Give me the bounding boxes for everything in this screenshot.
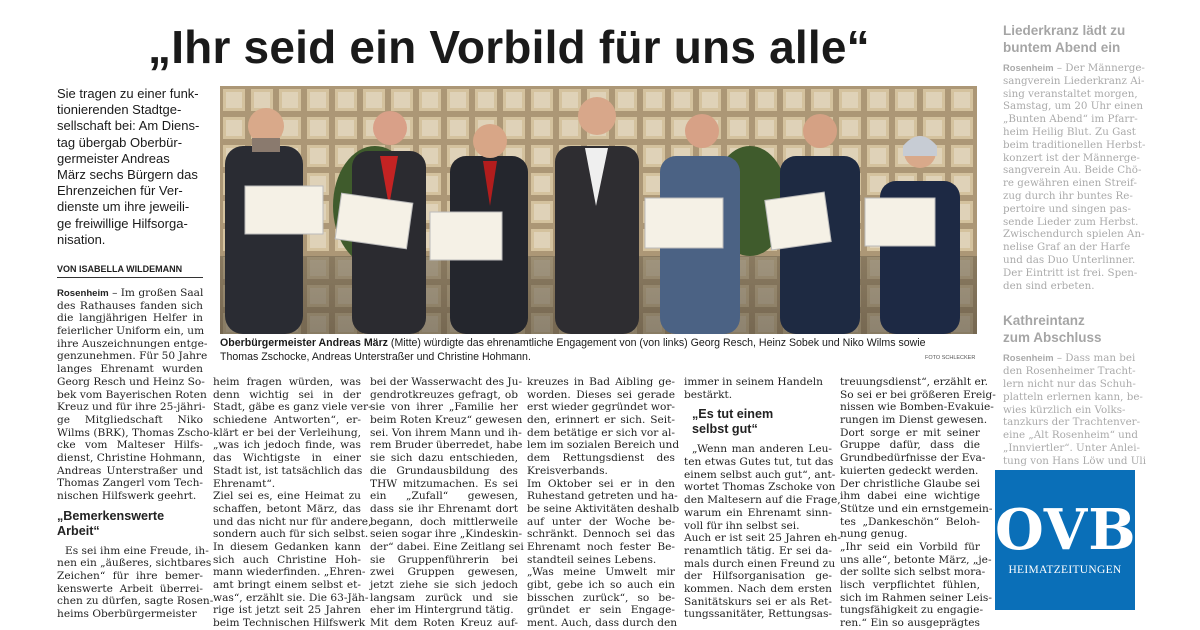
headline: „Ihr seid ein Vorbild für uns alle“ — [148, 21, 870, 73]
text-line: konzert ist der Männerge- — [1003, 151, 1140, 164]
text-line: zwei Gruppen gewesen, — [370, 566, 518, 579]
text-line: beim traditionellen Herbst- — [1003, 138, 1146, 151]
text-line: nen ein „äußeres, sichtbares — [57, 557, 212, 570]
text-line: Georg Resch und Heinz So- — [57, 375, 205, 388]
text-line: gibt, gebe ich so auch ein — [527, 579, 675, 591]
text-line: dass sie ihr Ehrenamt dort — [370, 502, 518, 515]
text-line: den, erinnert er sich. Seit- — [527, 414, 675, 427]
text-line: rige ist jetzt seit 25 Jahren — [213, 604, 361, 617]
text-line: Kreisverbands. — [527, 464, 608, 477]
text-line: Sanitätskurs sei er als Ret- — [684, 595, 832, 608]
text-fragment: – Der Männerge- — [1053, 62, 1145, 74]
teaser-line: tionierenden Stadtge- — [57, 102, 182, 118]
text-line: ten etwas Gutes tut, tut das — [684, 456, 834, 469]
article-column-5 — [684, 376, 841, 621]
text-line: Ziel sei es, eine Heimat zu — [213, 490, 361, 503]
text-line: Dort sorge er mit seiner — [840, 426, 980, 439]
text-line: Kreuz und für ihre 25-jähri- — [57, 401, 206, 414]
text-line: voll für ihn selbst sei. — [684, 519, 800, 532]
text-line: jetzt ziehe sie sich jedoch — [370, 579, 518, 591]
text-line: Ehrenamt“. — [213, 477, 276, 490]
text-line: warum ein Ehrenamt sinn- — [684, 506, 832, 519]
text-line: „Wenn man anderen Leu- — [692, 443, 832, 456]
subheading: Arbeit“ — [57, 523, 100, 538]
text-line: Auch er ist seit 25 Jahren eh- — [684, 532, 841, 545]
text-line: kenswerte Arbeit überrei- — [57, 582, 203, 595]
text-line: standteil seines Lebens. — [527, 553, 657, 566]
caption-bold: Oberbürgermeister Andreas März — [220, 337, 388, 349]
text-line: den Rosenheimer Tracht- — [1003, 365, 1136, 378]
caption-line2: Thomas Zschocke, Andreas Unterstraßer und Christine Hohmann. — [220, 350, 531, 363]
text-line: THW mitzumachen. Es sei — [370, 477, 518, 490]
text-line: bestärkt. — [684, 388, 733, 401]
text-line: dem Rettungsdienst des — [527, 452, 675, 465]
text-line: „Was meine Umwelt mir — [527, 566, 675, 579]
text-fragment: – Im großen Saal — [108, 287, 204, 299]
text-line: der Hilfsorganisation ge- — [684, 570, 832, 583]
text-line: pertoire und singen pas- — [1003, 202, 1131, 215]
text-line: cke vom Malteser Hilfs- — [57, 439, 203, 452]
text-line: sangverein Au. Beide Chö- — [1003, 164, 1142, 177]
text-line: sei. Von ihrem Mann und ih- — [370, 426, 522, 439]
text-line: schränkt. Dennoch sei das — [527, 528, 675, 541]
text-line: „Bunten Abend“ im Pfarr- — [1003, 113, 1138, 126]
text-line: tes „Dankeschön“ Beloh- — [840, 515, 980, 528]
subheading: selbst gut“ — [692, 422, 758, 437]
teaser-line: Ehrenzeichen für Ver- — [57, 183, 183, 199]
teaser-line: Sie tragen zu einer funk- — [57, 86, 199, 101]
text-line: heims Oberbürgermeister — [57, 608, 197, 621]
text-line: gründet er sein Engage- — [527, 604, 675, 617]
text-line: Samstag, um 20 Uhr einen — [1003, 100, 1143, 113]
text-line: bei der Wasserwacht des Ju- — [370, 376, 523, 388]
text-line: sich auch Christine Hoh- — [213, 553, 361, 566]
text-line: lern nicht nur das Schuh- — [1003, 377, 1136, 390]
text-line: Ehrenamt noch fester Be- — [527, 540, 675, 553]
ovb-logo[interactable] — [995, 470, 1135, 610]
article-column-1 — [57, 287, 214, 621]
text-line: wortet Thomas Zschoke von — [684, 481, 836, 494]
text-line: dem betätige er sich vor al- — [527, 426, 675, 439]
teaser-line: sellschaft bei: Am Diens- — [57, 118, 200, 134]
text-line: gendrotkreuzes gefragt, ob — [370, 388, 518, 401]
text-line: re gewähren einen Streif- — [1003, 177, 1137, 190]
article-column-4 — [527, 376, 680, 630]
text-line: kreuzes in Bad Aibling ge- — [527, 376, 675, 388]
text-line: das Wichtigste in einer — [213, 452, 361, 465]
dateline-location: Rosenheim — [57, 288, 109, 299]
text-line: bek vom Bayerischen Roten — [57, 388, 207, 401]
text-line: Es sei ihm eine Freude, ih- — [65, 544, 209, 557]
text-fragment: – Dass man bei — [1053, 352, 1136, 365]
text-line: begann, doch mittlerweile — [370, 515, 518, 528]
teaser-line: März sechs Bürgern das — [57, 167, 198, 183]
text-line: sich im Rahmen seiner Leis- — [840, 591, 992, 604]
text-line: der“ dabei. Eine Zeitlang sei — [370, 540, 524, 553]
text-line: nelise Graf an der Harfe — [1003, 241, 1131, 254]
text-line: bisschen zurück“, so be- — [527, 591, 675, 604]
text-line: genzunehmen. Für 50 Jahre — [57, 350, 208, 363]
text-line: Andreas Unterstraßer und — [57, 464, 203, 477]
text-line: eher im Hintergrund tätig. — [370, 604, 514, 617]
text-line: immer in seinem Handeln — [684, 376, 823, 388]
text-line: ren.“ Ein so ausgeprägtes — [840, 617, 980, 630]
logo-text: OVB — [995, 497, 1137, 563]
text-line: beim Technischen Hilfswerk — [213, 617, 366, 630]
text-line: Grundbedürfnisse der Eva- — [840, 452, 986, 465]
text-line: Stütze und ein ernstgemein- — [840, 502, 993, 515]
teaser-line: nisation. — [57, 231, 106, 247]
text-line: wies kürzlich ein Volks- — [1003, 403, 1126, 416]
text-line: chen zu dürfen, sagte Rosen- — [57, 595, 214, 608]
text-line: uns alle“, betonte März, „je- — [840, 553, 992, 566]
text-line: auf unter der Woche be- — [527, 515, 675, 528]
text-line: Wilms (BRK), Thomas Zscho- — [57, 426, 213, 439]
text-line: Der christliche Glaube sei — [840, 477, 980, 490]
photo-caption — [220, 337, 980, 364]
text-line — [1003, 352, 1143, 365]
text-line: ment. Auch, dass durch den — [527, 617, 678, 630]
byline: VON ISABELLA WILDEMANN — [57, 264, 203, 278]
text-line: langes Ehrenamt wurden — [57, 363, 203, 376]
text-line: ihm dabei eine wichtige — [840, 490, 980, 503]
text-line: tung von Hans Löw und Uli — [1003, 454, 1147, 467]
text-line: Mit dem Roten Kreuz auf- — [370, 617, 518, 630]
text-line: nung genug. — [840, 528, 908, 541]
text-line: der sollte sich selbst mora- — [840, 566, 986, 579]
text-line: tungsfähigkeit zu engagie- — [840, 604, 984, 617]
text-line — [1003, 62, 1143, 75]
text-line: beim Roten Kreuz“ gewesen — [370, 414, 523, 427]
text-line: sing veranstaltet morgen, — [1003, 87, 1138, 100]
text-line: klärt er bei der Verleihung, — [213, 426, 361, 439]
text-line: ihre Auszeichnungen entge- — [57, 337, 208, 350]
teaser — [57, 86, 207, 248]
text-line: „Innviertler“. Unter Anlei- — [1003, 441, 1141, 454]
text-line: „was ich jedoch finde, was — [213, 439, 361, 452]
text-line: denn wichtig sei in der — [213, 388, 361, 401]
text-line: Thomas Zangerl vom Tech- — [57, 477, 203, 490]
text-line: langsam zurück und sie — [370, 591, 518, 604]
text-line: Zwischendurch spielen An- — [1003, 228, 1145, 241]
teaser-line: germeister Andreas — [57, 150, 170, 166]
text-line: den Maltesern auf die Frage, — [684, 494, 841, 507]
text-line: kuierten gedeckt werden. — [840, 464, 979, 477]
text-line: Zeichen“ für ihre bemer- — [57, 570, 203, 583]
text-line: und das Duo Unterlinner. — [1003, 253, 1136, 266]
text-line: sie sich dazu entschieden, — [370, 452, 518, 465]
article-column-3 — [370, 376, 524, 630]
text-line: erst wieder gegründet wor- — [527, 401, 675, 414]
text-line: des Rathauses fanden sich — [57, 299, 203, 312]
photo-credit: FOTO SCHLECKER — [925, 355, 976, 361]
sidebar-title: Kathreintanz — [1003, 313, 1085, 329]
sidebar — [1003, 22, 1147, 468]
text-line: heim Heilig Blut. Zu Gast — [1003, 125, 1136, 138]
text-line: be seine Aktivitäten deshalb — [527, 502, 680, 515]
text-line: lem im sozialen Bereich und — [527, 439, 680, 452]
sidebar-title: buntem Abend ein — [1003, 40, 1121, 55]
sidebar-article — [1003, 312, 1147, 467]
text-line: den sind erbeten. — [1003, 279, 1095, 292]
text-line: rem Bruder überredet, habe — [370, 439, 523, 452]
sidebar-article — [1003, 22, 1146, 292]
text-line: sangverein Liederkranz Ai- — [1003, 74, 1145, 87]
text-line: Der Eintritt ist frei. Spen- — [1003, 266, 1138, 279]
text-line: sende Lieder zum Herbst. — [1003, 215, 1139, 228]
teaser-line: ge freiwillige Hilfsorga- — [57, 215, 188, 231]
text-line: zug durch ihr buntes Re- — [1003, 189, 1133, 202]
text-line: ge Mitgliedschaft Niko — [57, 413, 203, 426]
logo-subtitle: HEIMATZEITUNGEN — [1008, 564, 1122, 576]
text-line: dienst, Christine Hohmann, — [57, 451, 206, 464]
text-line: kommen. Nach dem ersten — [684, 582, 832, 595]
text-line: renamtlich tätig. Er sei da- — [684, 544, 832, 557]
text-line: seien sogar ihre „Kindeskin- — [370, 528, 523, 541]
subheading: „Bemerkenswerte — [57, 508, 165, 523]
text-line: worden. Dieses sei gerade — [527, 388, 675, 401]
article-column-6 — [840, 376, 996, 630]
sidebar-title: Liederkranz lädt zu — [1003, 23, 1126, 38]
text-line: So sei er bei größeren Ereig- — [840, 388, 996, 401]
text-line: sie Gruppenführerin bei — [370, 553, 518, 566]
text-line: nissen wie Bomben-Evakuie- — [840, 401, 994, 414]
text-line: Gruppe dafür, dass die — [840, 439, 980, 452]
text-line: „Ihr seid ein Vorbild für — [840, 540, 980, 553]
dateline-location: Rosenheim — [1003, 352, 1054, 364]
text-line: Stadt, gäbe es ganz viele ver- — [213, 401, 372, 414]
subheading: „Es tut einem — [692, 407, 774, 422]
text-line: treuungsdienst“, erzählt er. — [840, 376, 988, 388]
text-line: lisch verpflichtet fühlen, — [840, 579, 980, 591]
text-line: Stadt ist, ist tatsächlich das — [213, 464, 363, 477]
text-line: Ruhestand getreten und ha- — [527, 490, 678, 503]
text-line: tanzkurs der Trachtenver- — [1003, 416, 1141, 429]
article-photo — [220, 86, 977, 334]
caption-line1: (Mitte) würdigte das ehrenamtliche Engagement von (von links) Georg Resch, Heinz Sobek und Niko Wilms sowie — [387, 337, 926, 349]
text-line: feierlicher Uniform ein, um — [57, 325, 205, 338]
text-line: schiedene Antworten“, er- — [213, 414, 361, 427]
text-line — [57, 287, 203, 300]
sidebar-title: zum Abschluss — [1003, 330, 1102, 346]
text-line: und das nicht nur für andere, — [213, 515, 372, 528]
text-line: rungen im Dienst gewesen. — [840, 414, 988, 427]
teaser-line: dienste um ihre jeweili- — [57, 199, 190, 215]
text-line: Im Oktober sei er in den — [527, 477, 675, 490]
text-line: was“, erzählt sie. Die 63-Jäh- — [213, 591, 369, 604]
teaser-line: tag übergab Oberbür- — [57, 134, 183, 150]
text-line: mals durch einen Freund zu — [684, 557, 836, 570]
text-line: sie von ihrer „Familie her — [370, 401, 518, 414]
text-line: nischen Hilfswerk geehrt. — [57, 490, 197, 502]
text-line: die langjährigen Helfer in — [57, 312, 203, 325]
text-line: schaffen, betont März, das — [213, 502, 361, 515]
text-line: ein „Zufall“ gewesen, — [370, 490, 518, 503]
article-column-2 — [213, 376, 372, 630]
text-line: In diesem Gedanken kann — [213, 540, 361, 553]
text-line: die Grundausbildung des — [370, 464, 518, 477]
text-line: mann wiederfinden. „Ehren- — [213, 566, 366, 579]
text-line: einem selbst auch gut“, ant- — [684, 468, 836, 481]
text-line: eine „Alt Rosenheim“ und — [1003, 429, 1138, 442]
text-line: amt bringt einem selbst et- — [213, 579, 361, 591]
text-line: heim fragen würden, was — [213, 376, 361, 388]
dateline-location: Rosenheim — [1003, 62, 1054, 73]
text-line: platteln erlernen kann, be- — [1003, 390, 1143, 403]
text-line: tungssanitäter, Rettungsas- — [684, 608, 832, 621]
text-line: sondern auch für sich selbst. — [213, 528, 369, 541]
